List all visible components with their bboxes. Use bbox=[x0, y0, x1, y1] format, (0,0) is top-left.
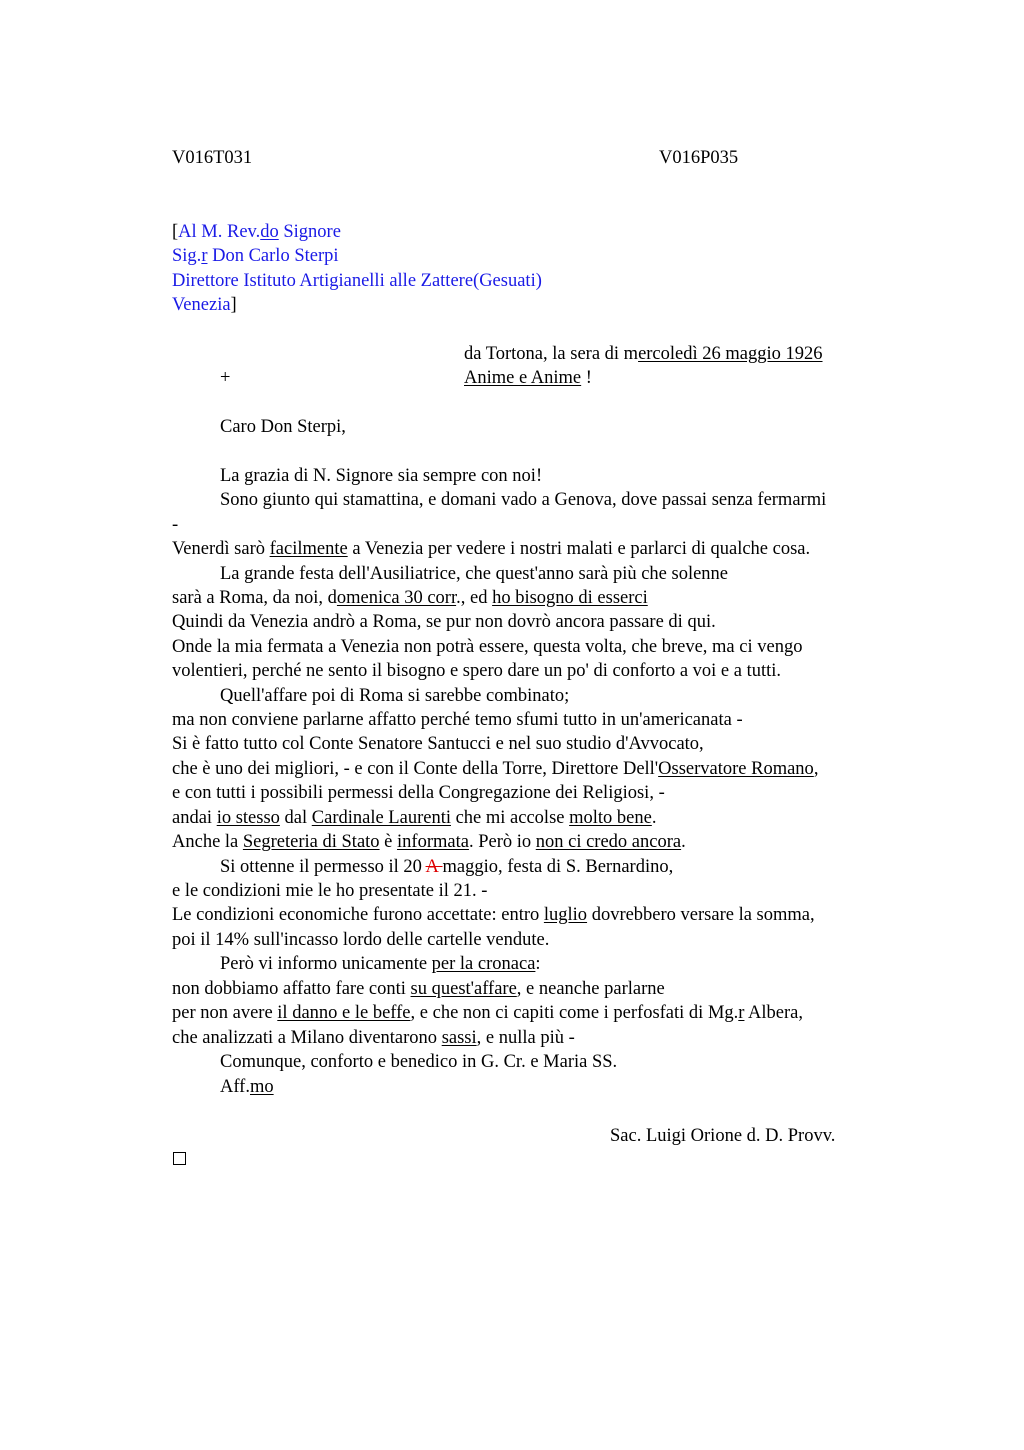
body-line: sarà a Roma, da noi, domenica 30 corr., ed ho bisogno di esserci bbox=[172, 588, 648, 608]
body-line: che è uno dei migliori, - e con il Conte della Torre, Direttore Dell'Osservatore Romano, bbox=[172, 759, 819, 779]
body-line: volentieri, perché ne sento il bisogno e spero dare un po' di conforto a voi e a tutti. bbox=[172, 661, 782, 681]
body-line: che analizzati a Milano diventarono sassi, e nulla più - bbox=[172, 1028, 575, 1048]
body-line: Si è fatto tutto col Conte Senatore Santucci e nel suo studio d'Avvocato, bbox=[172, 734, 704, 754]
body-line: Quindi da Venezia andrò a Roma, se pur non dovrò ancora passare di qui. bbox=[172, 612, 716, 632]
motto: Anime e Anime ! bbox=[464, 368, 592, 388]
body-line: Onde la mia fermata a Venezia non potrà essere, questa volta, che breve, ma ci vengo bbox=[172, 637, 803, 657]
body-line: Venerdì sarò facilmente a Venezia per vedere i nostri malati e parlarci di qualche cosa. bbox=[172, 539, 811, 559]
body-line: Però vi informo unicamente per la cronaca: bbox=[220, 954, 541, 974]
body-line: e con tutti i possibili permessi della Congregazione dei Religiosi, - bbox=[172, 783, 665, 803]
body-line: Anche la Segreteria di Stato è informata. Però io non ci credo ancora. bbox=[172, 832, 686, 852]
body-line: La grazia di N. Signore sia sempre con noi! bbox=[220, 466, 543, 486]
body-line: poi il 14% sull'incasso lordo delle cartelle vendute. bbox=[172, 930, 550, 950]
closing: Aff.mo bbox=[220, 1077, 274, 1097]
body-line: per non avere il danno e le beffe, e che non ci capiti come i perfosfati di Mg.r Albera, bbox=[172, 1003, 804, 1023]
body-line: Sono giunto qui stamattina, e domani vado a Genova, dove passai senza fermarmi bbox=[220, 490, 827, 510]
signature: Sac. Luigi Orione d. D. Provv. bbox=[610, 1126, 836, 1146]
body-line: ma non conviene parlarne affatto perché temo sfumi tutto in un'americanata - bbox=[172, 710, 743, 730]
address-line-2: Sig.r Don Carlo Sterpi bbox=[172, 246, 339, 266]
body-line: La grande festa dell'Ausiliatrice, che quest'anno sarà più che solenne bbox=[220, 564, 729, 584]
body-line: Comunque, conforto e benedico in G. Cr. e Maria SS. bbox=[220, 1052, 618, 1072]
address-line-3: Direttore Istituto Artigianelli alle Zattere(Gesuati) bbox=[172, 271, 542, 291]
empty-checkbox-icon bbox=[173, 1152, 186, 1165]
body-line: - bbox=[172, 515, 179, 535]
address-line-4: Venezia] bbox=[172, 295, 237, 315]
document-code-left: V016T031 bbox=[172, 148, 253, 168]
document-code-right: V016P035 bbox=[659, 148, 739, 168]
body-line: non dobbiamo affatto fare conti su quest'affare, e neanche parlarne bbox=[172, 979, 665, 999]
body-line: Si ottenne il permesso il 20 A maggio, festa di S. Bernardino, bbox=[220, 857, 674, 877]
cross-mark: + bbox=[220, 368, 231, 388]
dateline: da Tortona, la sera di mercoledì 26 maggio 1926 bbox=[464, 344, 823, 364]
deleted-text: A bbox=[425, 857, 443, 877]
body-line: Le condizioni economiche furono accettate: entro luglio dovrebbero versare la somma, bbox=[172, 905, 815, 925]
salutation: Caro Don Sterpi, bbox=[220, 417, 346, 437]
body-line: Quell'affare poi di Roma si sarebbe combinato; bbox=[220, 686, 570, 706]
body-line: andai io stesso dal Cardinale Laurenti che mi accolse molto bene. bbox=[172, 808, 657, 828]
address-line-1: [Al M. Rev.do Signore bbox=[172, 222, 341, 242]
body-line: e le condizioni mie le ho presentate il 21. - bbox=[172, 881, 488, 901]
